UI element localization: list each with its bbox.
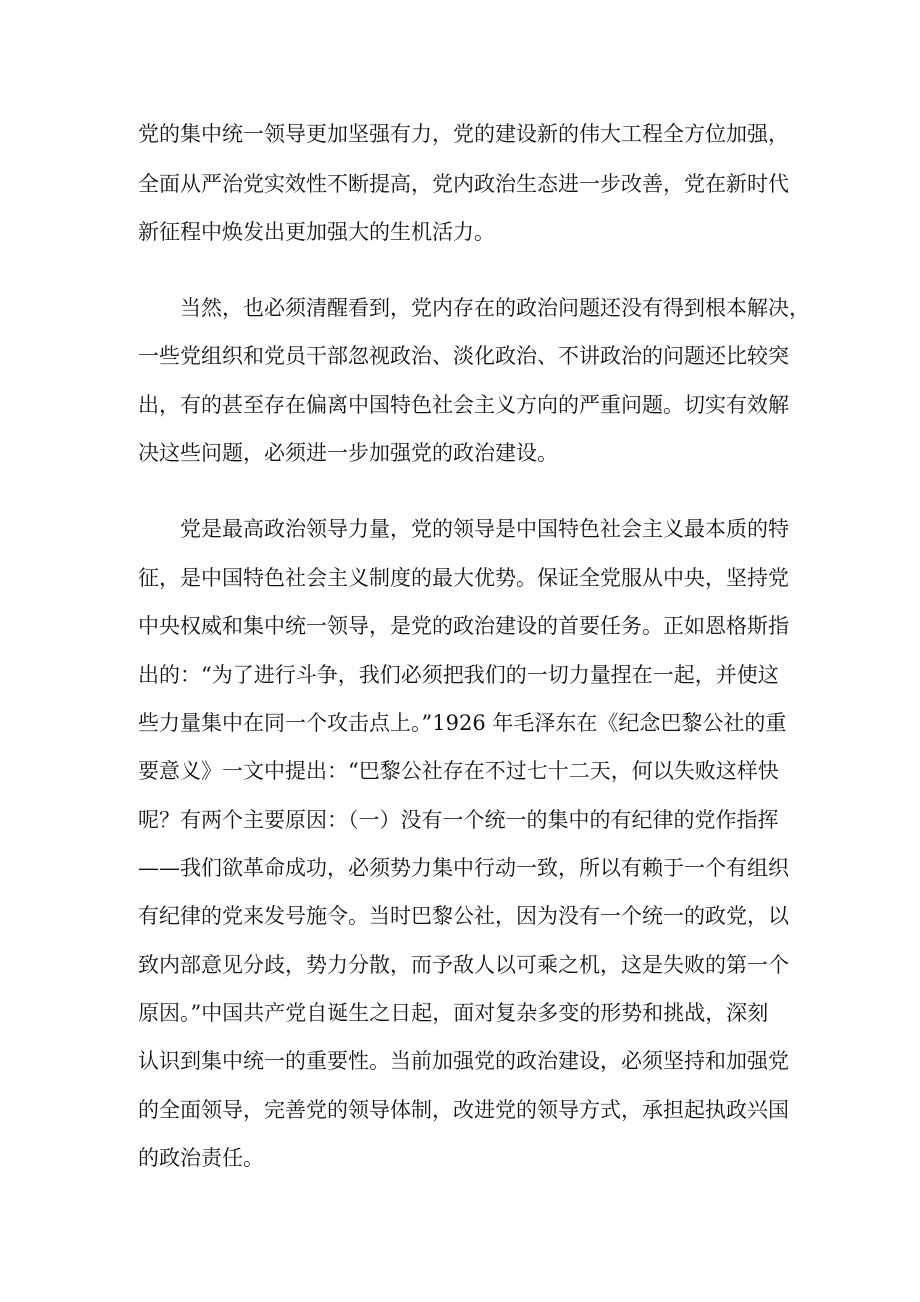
paragraph-3-line-4: 出的：“为了进行斗争，我们必须把我们的一切力量捏在一起，并使这 xyxy=(138,663,779,687)
paragraph-2-line-3: 出，有的甚至存在偏离中国特色社会主义方向的严重问题。切实有效解 xyxy=(138,393,789,417)
paragraph-3-line-12: 认识到集中统一的重要性。当前加强党的政治建设，必须坚持和加强党 xyxy=(138,1049,789,1073)
paragraph-1-line-1: 党的集中统一领导更加坚强有力，党的建设新的伟大工程全方位加强， xyxy=(138,122,789,146)
paragraph-2-line-4: 决这些问题，必须进一步加强党的政治建设。 xyxy=(138,441,558,465)
paragraph-1-line-2: 全面从严治党实效性不断提高，党内政治生态进一步改善，党在新时代 xyxy=(138,172,789,196)
paragraph-2-line-1: 当然，也必须清醒看到，党内存在的政治问题还没有得到根本解决， xyxy=(180,296,810,320)
paragraph-2-line-2: 一些党组织和党员干部忽视政治、淡化政治、不讲政治的问题还比较突 xyxy=(138,344,789,368)
paragraph-3-line-6: 要意义》一文中提出：“巴黎公社存在不过七十二天，何以失败这样快 xyxy=(138,759,779,783)
paragraph-3-line-5: 些力量集中在同一个攻击点上。”1926 年毛泽东在《纪念巴黎公社的重 xyxy=(138,711,787,735)
paragraph-3-line-8: ——我们欲革命成功，必须势力集中行动一致，所以有赖于一个有组织 xyxy=(138,856,789,880)
paragraph-3-line-1: 党是最高政治领导力量，党的领导是中国特色社会主义最本质的特 xyxy=(180,517,789,541)
paragraph-3-line-3: 中央权威和集中统一领导，是党的政治建设的首要任务。正如恩格斯指 xyxy=(138,614,789,638)
paragraph-3-line-2: 征，是中国特色社会主义制度的最大优势。保证全党服从中央，坚持党 xyxy=(138,566,789,590)
paragraph-3-line-11: 原因。”中国共产党自诞生之日起，面对复杂多变的形势和挑战，深刻 xyxy=(138,1001,769,1025)
paragraph-3-line-13: 的全面领导，完善党的领导体制，改进党的领导方式，承担起执政兴国 xyxy=(138,1098,789,1122)
paragraph-1-line-3: 新征程中焕发出更加强大的生机活力。 xyxy=(138,220,495,244)
paragraph-3-line-7: 呢？有两个主要原因：（一）没有一个统一的集中的有纪律的党作指挥 xyxy=(138,808,779,832)
paragraph-3-line-10: 致内部意见分歧，势力分散，而予敌人以可乘之机，这是失败的第一个 xyxy=(138,953,789,977)
paragraph-3-line-14: 的政治责任。 xyxy=(138,1146,264,1170)
paragraph-3-line-9: 有纪律的党来发号施令。当时巴黎公社，因为没有一个统一的政党，以 xyxy=(138,904,789,928)
